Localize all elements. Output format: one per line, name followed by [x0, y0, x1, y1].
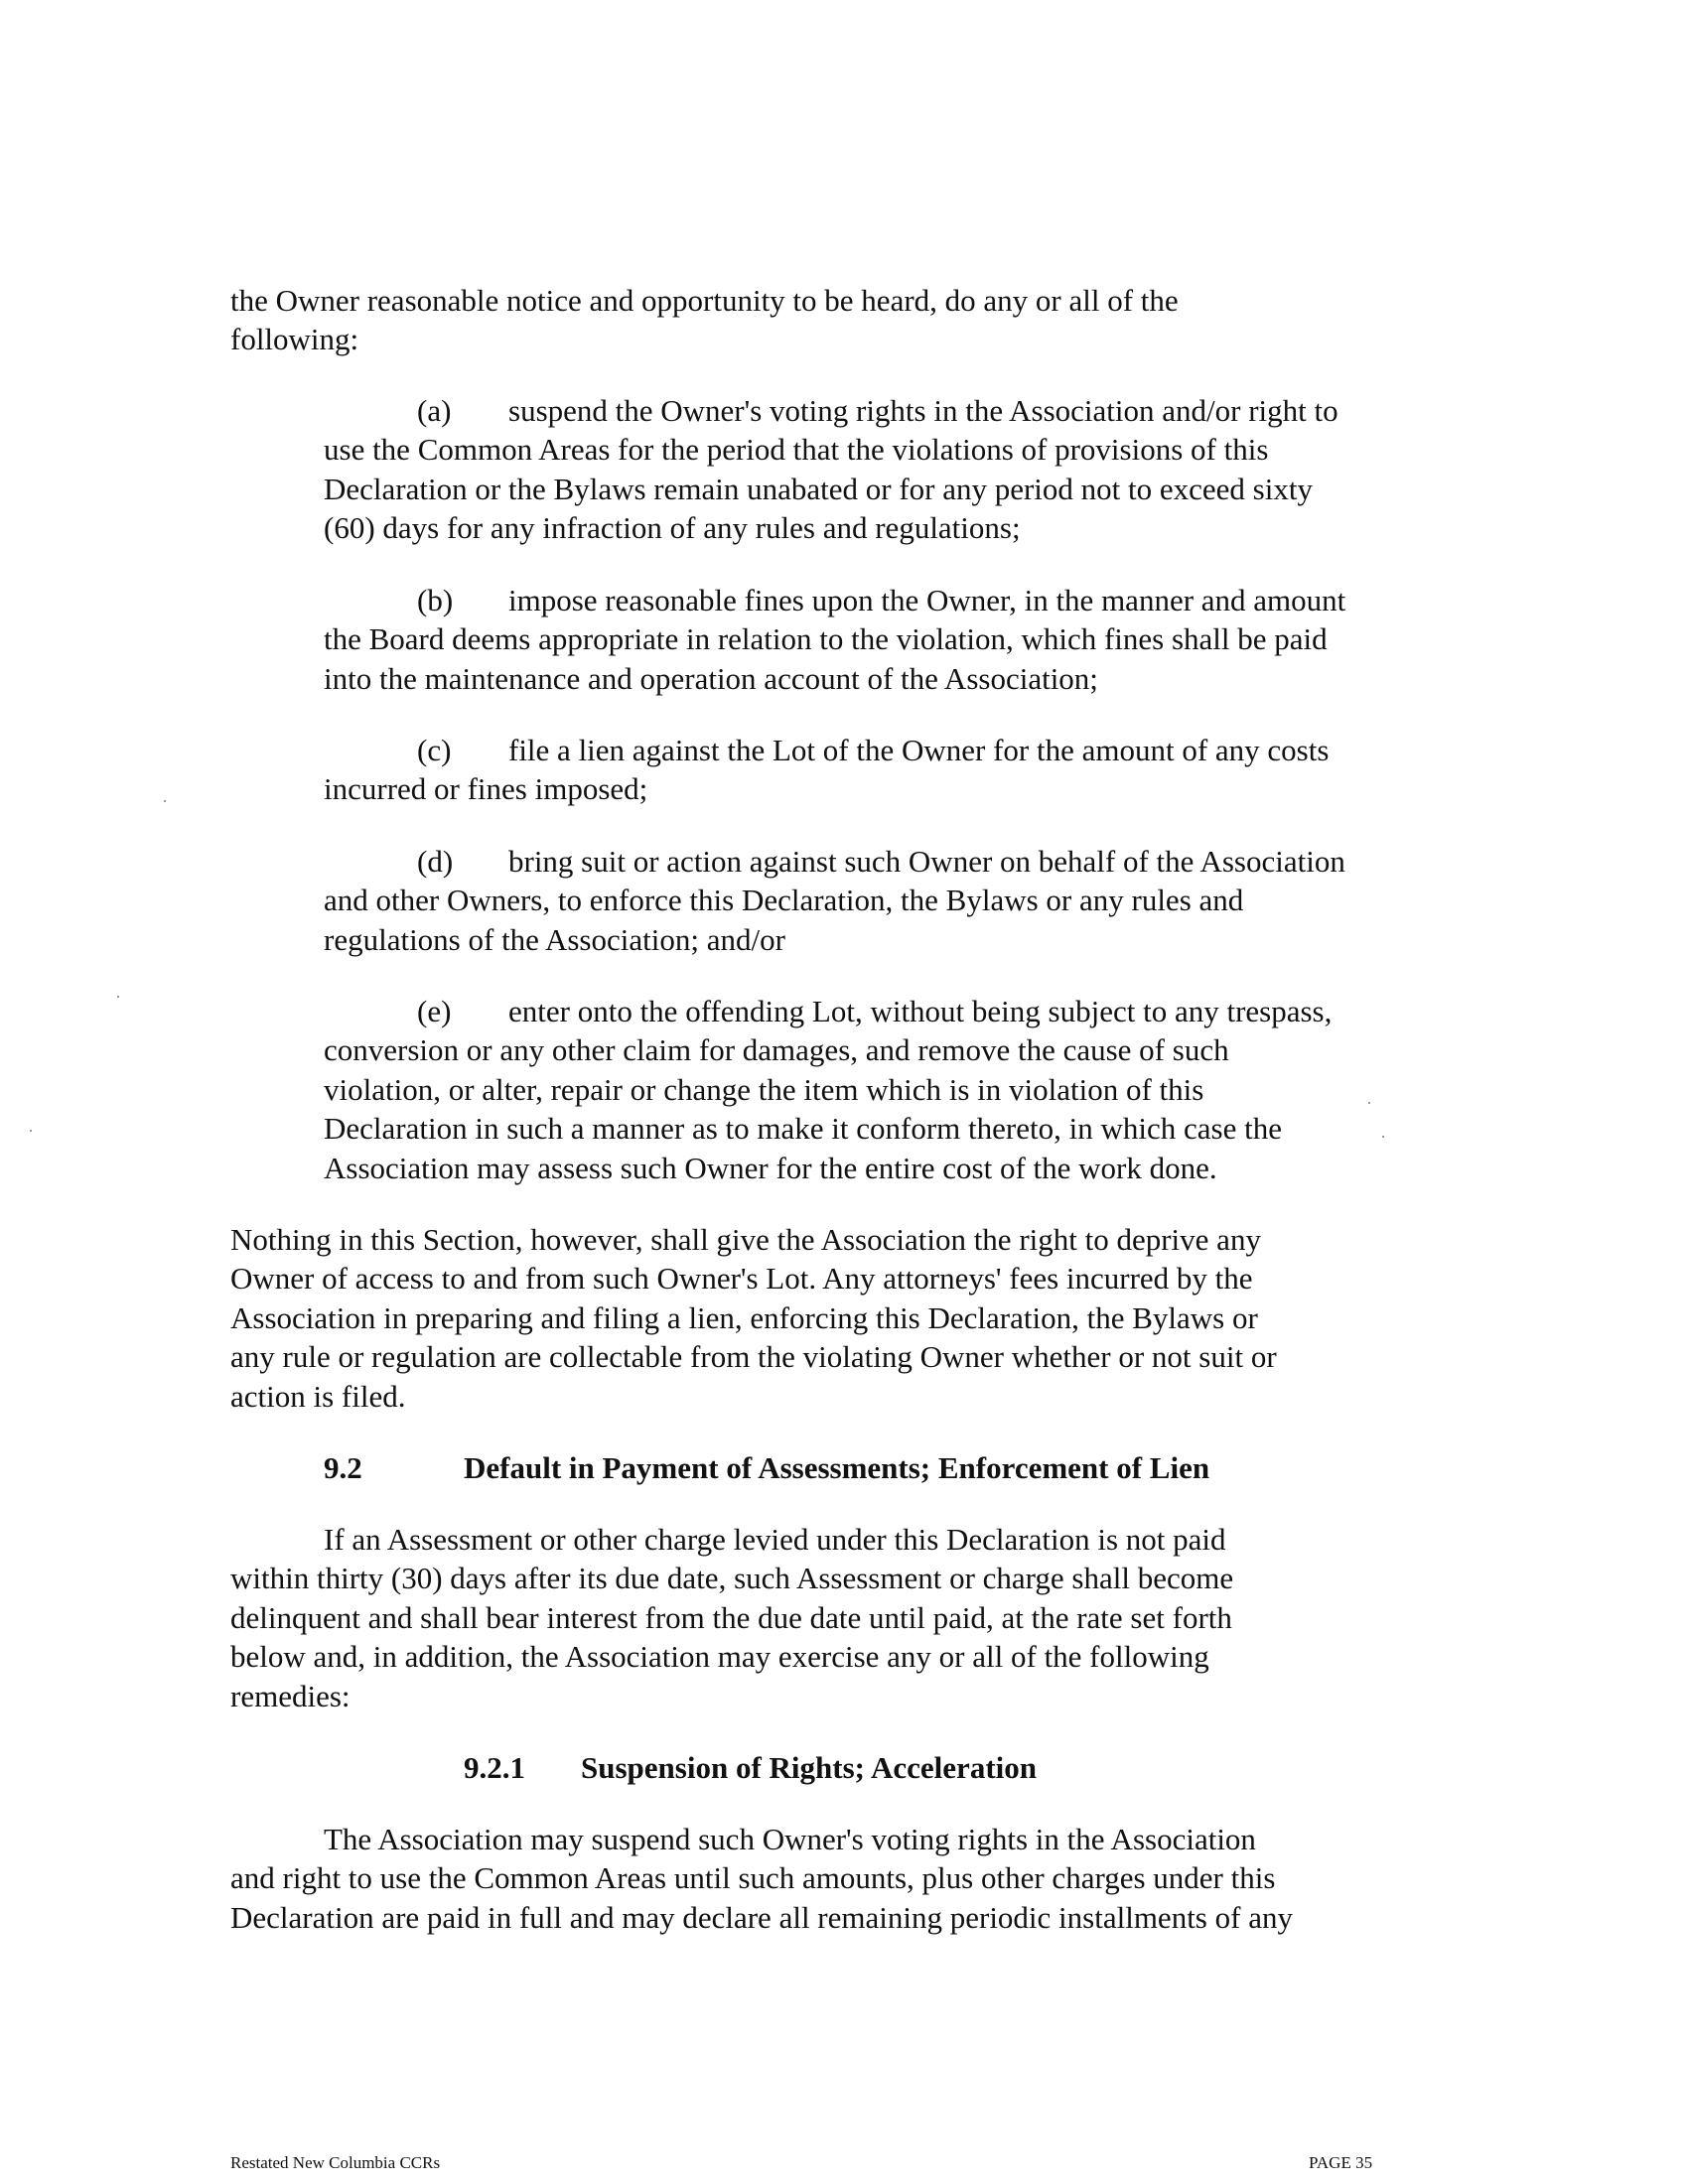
item-e-line-4: Declaration in such a manner as to make it conform thereto, in which case the [324, 1111, 1282, 1146]
section-9-2-line-2: within thirty (30) days after its due date, such Assessment or charge shall become [230, 1561, 1234, 1595]
item-c-label: (c) [417, 733, 452, 767]
item-b-line-3: into the maintenance and operation account of the Association; [324, 661, 1098, 696]
section-9-2-title: Default in Payment of Assessments; Enforcement of Lien [464, 1450, 1210, 1485]
item-c-line-2: incurred or fines imposed; [324, 771, 648, 806]
item-d-line-2: and other Owners, to enforce this Declaration, the Bylaws or any rules and [324, 883, 1244, 917]
intro-line-2: following: [230, 322, 359, 356]
item-b-line-1: impose reasonable fines upon the Owner, in the manner and amount [508, 583, 1346, 617]
scan-speck [164, 800, 166, 802]
item-e-line-5: Association may assess such Owner for the entire cost of the work done. [324, 1151, 1217, 1185]
intro-line-1: the Owner reasonable notice and opportunity to be heard, do any or all of the [230, 283, 1179, 318]
item-a-line-4: (60) days for any infraction of any rules and regulations; [324, 510, 1021, 545]
item-a-line-1: suspend the Owner's voting rights in the Association and/or right to [508, 393, 1338, 428]
item-a-line-2: use the Common Areas for the period that the violations of provisions of this [324, 432, 1269, 467]
item-d-line-1: bring suit or action against such Owner on behalf of the Association [508, 844, 1345, 879]
item-a-label: (a) [417, 393, 452, 428]
section-9-2-line-5: remedies: [230, 1679, 351, 1713]
section-9-2-1-number: 9.2.1 [464, 1750, 525, 1785]
scan-speck [117, 996, 119, 998]
section-9-2-1-line-3: Declaration are paid in full and may declare all remaining periodic installments of any [230, 1900, 1293, 1935]
scan-speck [30, 1130, 32, 1132]
scan-speck [1368, 1102, 1370, 1104]
closing-line-1: Nothing in this Section, however, shall give the Association the right to deprive any [230, 1222, 1261, 1257]
section-9-2-1-line-1: The Association may suspend such Owner's voting rights in the Association [324, 1822, 1256, 1856]
section-9-2-1-title: Suspension of Rights; Acceleration [581, 1750, 1037, 1785]
item-d-line-3: regulations of the Association; and/or [324, 922, 785, 957]
item-b-label: (b) [417, 583, 454, 617]
item-c-line-1: file a lien against the Lot of the Owner for the amount of any costs [508, 733, 1330, 767]
item-b-line-2: the Board deems appropriate in relation to the violation, which fines shall be paid [324, 621, 1328, 656]
section-9-2-number: 9.2 [324, 1450, 362, 1485]
section-9-2-line-1: If an Assessment or other charge levied under this Declaration is not paid [324, 1522, 1226, 1557]
closing-line-5: action is filed. [230, 1379, 406, 1414]
footer-page-number: PAGE 35 [1309, 2153, 1373, 2172]
item-e-label: (e) [417, 994, 452, 1028]
item-e-line-1: enter onto the offending Lot, without being subject to any trespass, [508, 994, 1333, 1028]
closing-line-4: any rule or regulation are collectable from the violating Owner whether or not suit or [230, 1339, 1277, 1374]
item-a-line-3: Declaration or the Bylaws remain unabated or for any period not to exceed sixty [324, 472, 1313, 506]
closing-line-2: Owner of access to and from such Owner's Lot. Any attorneys' fees incurred by the [230, 1261, 1253, 1296]
section-9-2-line-4: below and, in addition, the Association may exercise any or all of the following [230, 1639, 1209, 1674]
item-d-label: (d) [417, 844, 454, 879]
closing-line-3: Association in preparing and filing a lien, enforcing this Declaration, the Bylaws or [230, 1300, 1258, 1335]
section-9-2-line-3: delinquent and shall bear interest from the due date until paid, at the rate set forth [230, 1600, 1232, 1635]
item-e-line-2: conversion or any other claim for damages, and remove the cause of such [324, 1032, 1229, 1067]
item-e-line-3: violation, or alter, repair or change the item which is in violation of this [324, 1072, 1204, 1107]
footer-document-title: Restated New Columbia CCRs [230, 2153, 441, 2172]
scan-speck [1382, 1136, 1384, 1138]
section-9-2-1-line-2: and right to use the Common Areas until such amounts, plus other charges under this [230, 1860, 1276, 1895]
